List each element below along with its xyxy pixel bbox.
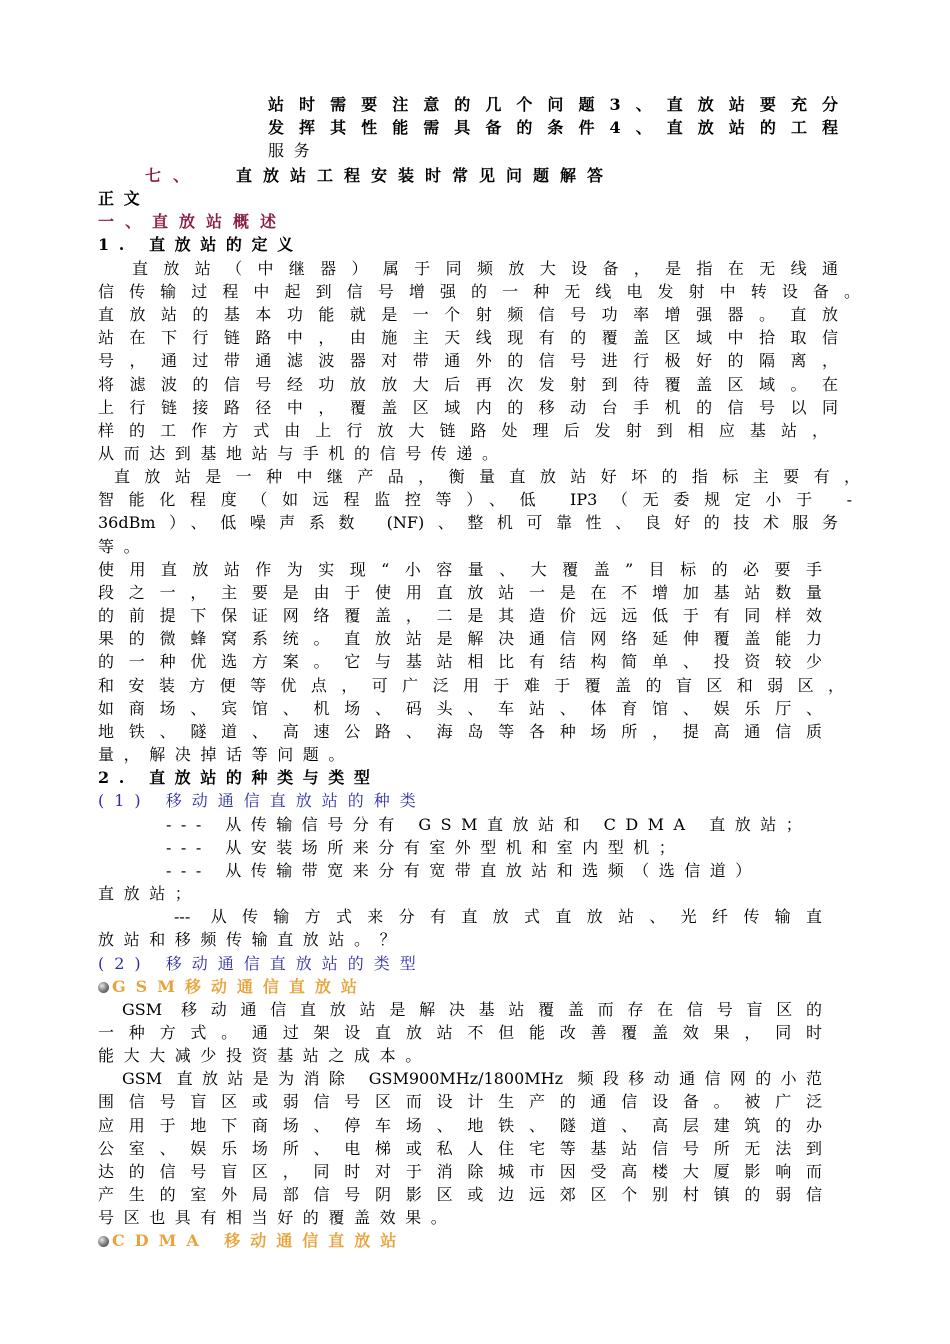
- paragraph-line: 应用于地下商场、停车场、地铁、隧道、高层建筑的办: [98, 1116, 822, 1135]
- subsection-heading: 2. 直放站的种类与类型: [98, 768, 380, 787]
- paragraph-line: 段之一，主要是由于使用直放站一是在不增加基站数量: [98, 583, 822, 602]
- subsection-heading: 1. 直放站的定义: [98, 235, 303, 254]
- list-item: --- 从传输带宽来分有宽带直放站和选频（选信道）: [166, 861, 761, 880]
- bullet-icon: [98, 1236, 109, 1247]
- list-heading-types: (2) 移动通信直放站的类型: [98, 954, 426, 973]
- paragraph-line: 如商场、宾馆、机场、码头、车站、体育馆、娱乐厅、: [98, 699, 822, 718]
- paragraph-line: 直放站是一种中继产品，衡量直放站好坏的指标主要有，: [114, 467, 860, 486]
- paragraph-line: 号区也具有相当好的覆盖效果。: [98, 1208, 457, 1227]
- paragraph-line: 信传输过程中起到信号增强的一种无线电发射中转设备。: [98, 282, 860, 301]
- paragraph-line: 量，解决掉话等问题。: [98, 745, 355, 764]
- cdma-heading-text: CDMA 移动通信直放站: [112, 1231, 407, 1250]
- toc-chapter-number: 七、: [145, 166, 202, 185]
- list-heading-kinds: (1) 移动通信直放站的种类: [98, 791, 426, 810]
- paragraph-line: GSM 移动通信直放站是解决基站覆盖而存在信号盲区的: [122, 1000, 822, 1019]
- toc-line: 发挥其性能需具备的条件4、直放站的工程: [268, 118, 838, 137]
- paragraph-line: 围信号盲区或弱信号区而设计生产的通信设备。被广泛: [98, 1092, 822, 1111]
- paragraph-line: 一种方式。通过架设直放站不但能改善覆盖效果，同时: [98, 1023, 822, 1042]
- paragraph-line: 36dBm）、低噪声系数 (NF)、整机可靠性、良好的技术服务: [98, 513, 838, 532]
- paragraph-line: 智能化程度（如远程监控等）、低 IP3（无委规定小于 -: [98, 490, 852, 509]
- paragraph-line: 地铁、隧道、高速公路、海岛等各种场所，提高通信质: [98, 722, 822, 741]
- list-item: --- 从安装场所来分有室外型机和室内型机；: [166, 838, 685, 857]
- paragraph-line: 直放站的基本功能就是一个射频信号功率增强器。直放: [98, 305, 838, 324]
- toc-line: 站时需要注意的几个问题3、直放站要充分: [268, 95, 838, 114]
- paragraph-line: 站在下行链路中，由施主天线现有的覆盖区域中拾取信: [98, 328, 838, 347]
- gsm-heading-text: GSM移动通信直放站: [112, 977, 367, 996]
- bullet-icon: [98, 982, 109, 993]
- paragraph-line: 直放站（中继器）属于同频放大设备，是指在无线通: [132, 259, 838, 278]
- list-item: 直放站；: [98, 884, 201, 903]
- body-label: 正文: [98, 189, 150, 208]
- paragraph-line: 公室、娱乐场所、电梯或私人住宅等基站信号所无法到: [98, 1139, 822, 1158]
- paragraph-line: 产生的室外局部信号阴影区或边远郊区个别村镇的弱信: [98, 1185, 822, 1204]
- list-item: --- 从传输方式来分有直放式直放站、光纤传输直: [174, 907, 822, 926]
- paragraph-line: 果的微蜂窝系统。直放站是解决通信网络延伸覆盖能力: [98, 629, 822, 648]
- paragraph-line: 使用直放站作为实现“小容量、大覆盖”目标的必要手: [98, 560, 822, 579]
- paragraph-line: 上行链接路径中，覆盖区域内的移动台手机的信号以同: [98, 398, 838, 417]
- paragraph-line: 达的信号盲区，同时对于消除城市因受高楼大厦影响而: [98, 1162, 822, 1181]
- gsm-heading: [98, 975, 367, 998]
- paragraph-line: 将滤波的信号经功放放大后再次发射到待覆盖区域。在: [98, 375, 838, 394]
- paragraph-line: 的前提下保证网络覆盖，二是其造价远远低于有同样效: [98, 606, 822, 625]
- paragraph-line: GSM 直放站是为消除 GSM900MHz/1800MHz 频段移动通信网的小范: [122, 1069, 822, 1088]
- cdma-heading: [98, 1229, 406, 1252]
- paragraph-line: 号，通过带通滤波器对带通外的信号进行极好的隔离，: [98, 351, 838, 370]
- toc-line: 服务: [268, 141, 320, 160]
- paragraph-line: 和安装方便等优点，可广泛用于难于覆盖的盲区和弱区，: [98, 676, 844, 695]
- list-item: 放站和移频传输直放站。？: [98, 930, 406, 949]
- section-heading: 一、直放站概述: [98, 212, 288, 231]
- paragraph-line: 能大大减少投资基站之成本。: [98, 1046, 431, 1065]
- paragraph-line: 样的工作方式由上行放大链路处理后发射到相应基站，: [98, 421, 828, 440]
- toc-chapter-title: 直放站工程安装时常见问题解答: [236, 166, 615, 185]
- list-item: --- 从传输信号分有 GSM直放站和 CDMA 直放站；: [166, 815, 812, 834]
- paragraph-line: 的一种优选方案。它与基站相比有结构简单、投资较少: [98, 652, 822, 671]
- paragraph-line: 等。: [98, 537, 150, 556]
- paragraph-line: 从而达到基地站与手机的信号传递。: [98, 444, 508, 463]
